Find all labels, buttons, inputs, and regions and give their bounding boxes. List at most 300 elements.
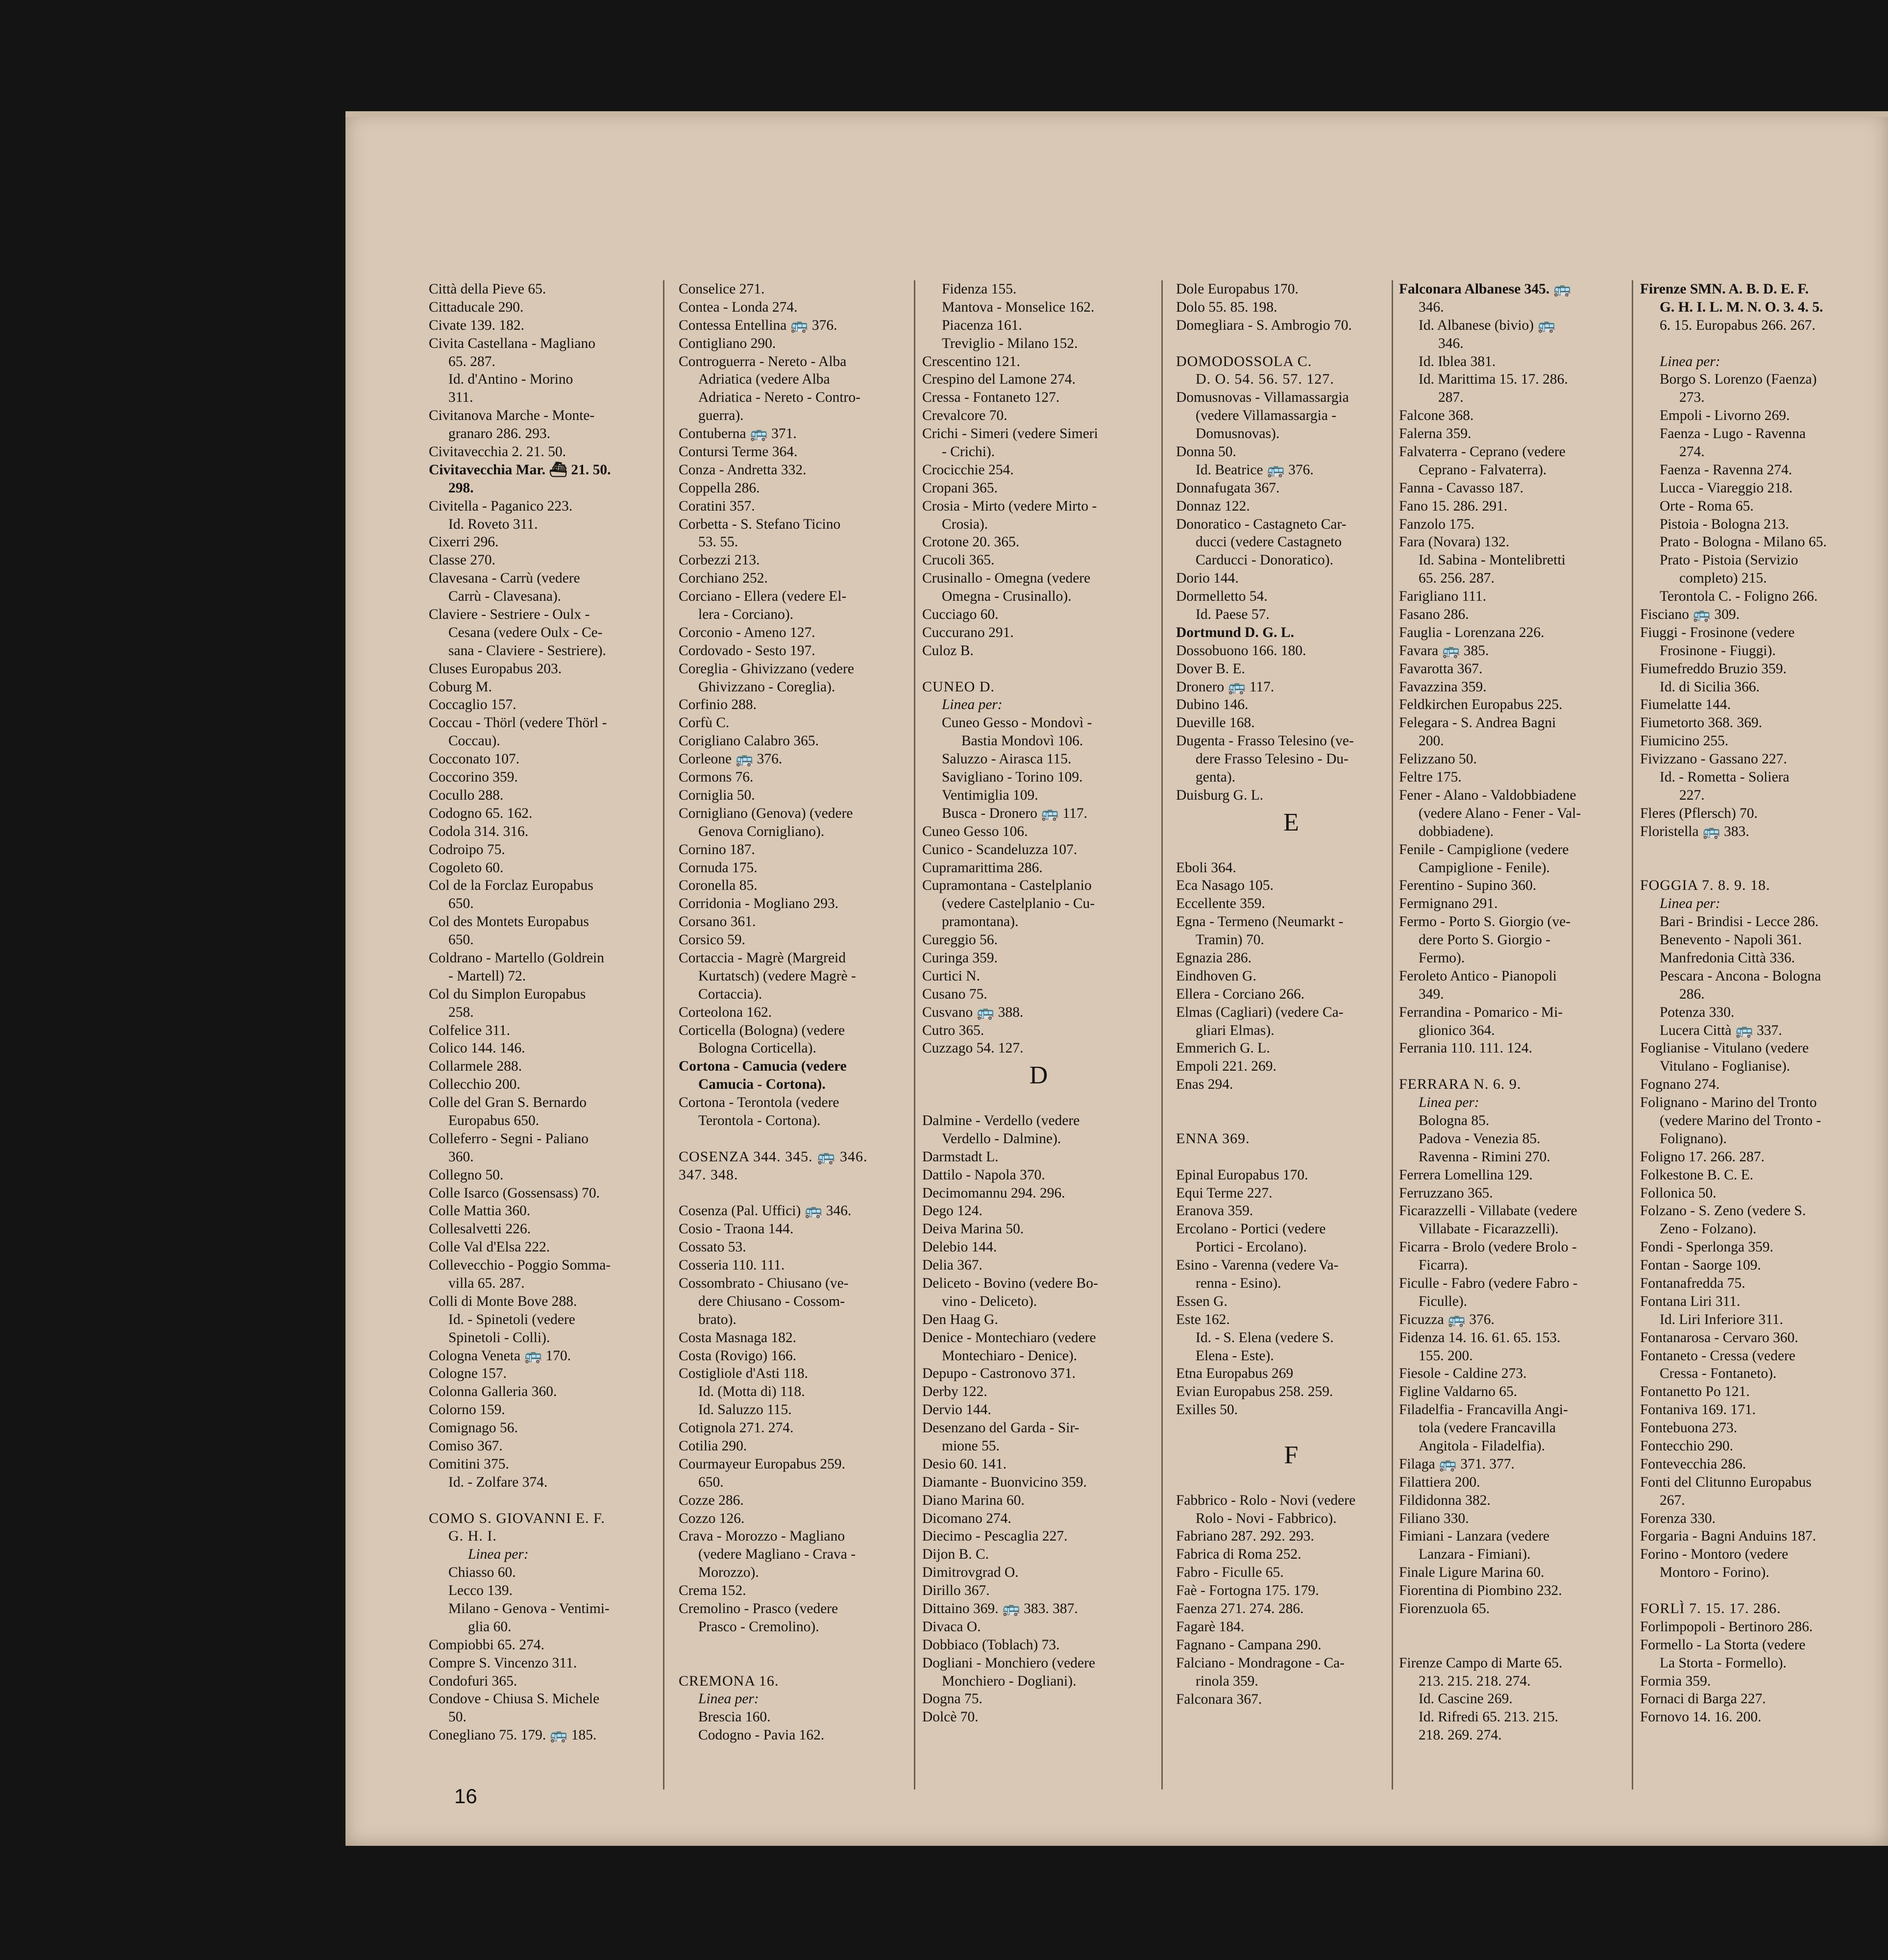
- index-entry: Ficarra).: [1419, 1257, 1468, 1274]
- index-entry: Falconara 367.: [1176, 1691, 1262, 1707]
- index-entry: Farigliano 111.: [1399, 588, 1487, 605]
- spacer: [679, 1184, 909, 1202]
- spacer: [1399, 1618, 1639, 1636]
- index-entry: Fontanetto Po 121.: [1640, 1384, 1750, 1400]
- index-entry: Cordovado - Sesto 197.: [679, 642, 815, 659]
- index-entry: Ferrera Lomellina 129.: [1399, 1167, 1533, 1183]
- index-entry: Elmas (Cagliari) (vedere Ca-: [1176, 1004, 1344, 1020]
- index-entry: tola (vedere Francavilla: [1419, 1420, 1556, 1436]
- index-entry: Crosia - Mirto (vedere Mirto -: [922, 498, 1097, 514]
- index-entry: Diecimo - Pescaglia 227.: [922, 1528, 1068, 1544]
- index-entry: Colle Mattia 360.: [429, 1203, 531, 1219]
- index-entry: Donoratico - Castagneto Car-: [1176, 516, 1347, 532]
- index-entry: Formia 359.: [1640, 1673, 1711, 1689]
- index-entry: Fisciano 🚌 309.: [1640, 607, 1740, 623]
- index-entry: Falcone 368.: [1399, 408, 1474, 424]
- index-entry: Cixerri 296.: [429, 534, 499, 550]
- index-entry: Fiuggi - Frosinone (vedere: [1640, 624, 1795, 640]
- index-entry: Lecco 139.: [448, 1583, 513, 1599]
- index-entry: G. H. I. L. M. N. O. 3. 4. 5.: [1660, 299, 1823, 315]
- index-entry: 6. 15. Europabus 266. 267.: [1660, 317, 1815, 333]
- index-entry: Adriatica - Nereto - Contro-: [698, 390, 860, 406]
- index-entry: Compre S. Vincenzo 311.: [429, 1655, 577, 1671]
- section-letter: F: [1284, 1441, 1299, 1470]
- index-entry: Id. Albanese (bivio) 🚌: [1419, 317, 1556, 333]
- index-entry: Crescentino 121.: [922, 353, 1020, 369]
- index-entry: Civita Castellana - Magliano: [429, 335, 595, 351]
- index-entry: Codola 314. 316.: [429, 823, 529, 839]
- index-entry: Collarmele 288.: [429, 1058, 522, 1075]
- index-column-2: [679, 280, 909, 1802]
- index-entry: Tramin) 70.: [1196, 932, 1264, 948]
- index-entry: Fiorentina di Piombino 232.: [1399, 1583, 1562, 1599]
- index-entry: Coccorino 359.: [429, 769, 518, 785]
- index-page: [345, 111, 1888, 1846]
- index-entry: Camucia - Cortona).: [698, 1077, 826, 1093]
- index-entry: (vedere Alano - Fener - Val-: [1419, 805, 1581, 821]
- column-divider: [1392, 280, 1393, 1789]
- index-entry: 346.: [1419, 299, 1444, 315]
- index-entry: Civitavecchia Mar. ⛴ 21. 50.: [429, 462, 611, 478]
- index-entry: Corticella (Bologna) (vedere: [679, 1022, 845, 1038]
- index-entry: Equi Terme 227.: [1176, 1185, 1273, 1201]
- index-entry: ducci (vedere Castagneto: [1196, 534, 1342, 550]
- index-entry: 274.: [1679, 444, 1705, 460]
- index-entry: Coratini 357.: [679, 498, 755, 514]
- index-entry: Corfinio 288.: [679, 697, 757, 713]
- index-entry: Collegno 50.: [429, 1167, 504, 1183]
- index-entry: Cressa - Fontaneto 127.: [922, 390, 1060, 406]
- index-entry: Domusnovas).: [1196, 426, 1280, 442]
- index-entry: Città della Pieve 65.: [429, 281, 546, 297]
- index-entry: (vedere Magliano - Crava -: [698, 1546, 856, 1563]
- index-entry: Fontecchio 290.: [1640, 1438, 1734, 1454]
- index-entry: Corsano 361.: [679, 914, 756, 930]
- index-entry: Campiglione - Fenile).: [1419, 859, 1550, 876]
- index-entry: Treviglio - Milano 152.: [942, 335, 1078, 351]
- index-entry: 50.: [448, 1709, 466, 1725]
- index-entry: glia 60.: [468, 1618, 512, 1635]
- index-entry: genta).: [1196, 769, 1236, 785]
- index-entry: Col du Simplon Europabus: [429, 986, 586, 1002]
- index-entry: renna - Esino).: [1196, 1275, 1281, 1291]
- index-entry: Crema 152.: [679, 1583, 746, 1599]
- index-entry: Cologna Veneta 🚌 170.: [429, 1348, 571, 1364]
- index-entry: Condove - Chiusa S. Michele: [429, 1691, 600, 1707]
- station-heading: FORLÌ 7. 15. 17. 286.: [1640, 1600, 1781, 1617]
- index-entry: Civate 139. 182.: [429, 317, 525, 333]
- station-heading: CREMONA 16.: [679, 1672, 779, 1689]
- index-entry: Esino - Varenna (vedere Va-: [1176, 1257, 1339, 1274]
- index-entry: Dortmund D. G. L.: [1176, 624, 1294, 640]
- spacer: [1176, 1148, 1406, 1166]
- index-entry: Civitella - Paganico 223.: [429, 498, 573, 514]
- column-divider: [914, 280, 915, 1789]
- spacer: [1176, 1112, 1406, 1130]
- index-entry: Fontanarosa - Cervaro 360.: [1640, 1329, 1798, 1346]
- index-entry: Fiumicino 255.: [1640, 733, 1729, 749]
- spacer: [1176, 1419, 1406, 1437]
- index-entry: Crespino del Lamone 274.: [922, 371, 1076, 388]
- spacer: [1176, 1473, 1406, 1492]
- index-entry: Codogno - Pavia 162.: [698, 1727, 825, 1743]
- index-entry: Cornino 187.: [679, 841, 755, 858]
- station-heading: FERRARA N. 6. 9.: [1399, 1076, 1521, 1093]
- index-entry: Crichi - Simeri (vedere Simeri: [922, 426, 1098, 442]
- index-entry: Courmayeur Europabus 259.: [679, 1456, 845, 1472]
- index-entry: Zeno - Folzano).: [1660, 1221, 1757, 1237]
- index-entry: Civitavecchia 2. 21. 50.: [429, 444, 566, 460]
- index-entry: Faè - Fortogna 175. 179.: [1176, 1583, 1319, 1599]
- index-entry: Mantova - Monselice 162.: [942, 299, 1095, 315]
- index-entry: Fermo - Porto S. Giorgio (ve-: [1399, 914, 1571, 930]
- index-entry: Brescia 160.: [698, 1709, 771, 1725]
- index-entry: Favarotta 367.: [1399, 661, 1483, 677]
- index-entry: Fidenza 155.: [942, 281, 1017, 297]
- index-entry: Corleone 🚌 376.: [679, 751, 783, 767]
- index-entry: Colico 144. 146.: [429, 1040, 525, 1056]
- index-entry: Coccau - Thörl (vedere Thörl -: [429, 715, 607, 731]
- index-entry: 287.: [1438, 390, 1464, 406]
- index-entry: completo) 215.: [1679, 570, 1767, 587]
- index-entry: Fildidonna 382.: [1399, 1492, 1491, 1508]
- index-entry: Culoz B.: [922, 642, 974, 659]
- station-heading: COSENZA 344. 345. 🚌 346.: [679, 1148, 868, 1165]
- index-entry: Costigliole d'Asti 118.: [679, 1366, 809, 1382]
- index-entry: guerra).: [698, 408, 744, 424]
- index-entry: 155. 200.: [1419, 1348, 1473, 1364]
- index-entry: Compiobbi 65. 274.: [429, 1637, 545, 1653]
- index-entry: Col de la Forclaz Europabus: [429, 878, 593, 894]
- index-entry: Lucca - Viareggio 218.: [1660, 480, 1793, 496]
- index-entry: Ficulle - Fabro (vedere Fabro -: [1399, 1275, 1578, 1291]
- index-entry: Comiso 367.: [429, 1438, 503, 1454]
- index-entry: Colorno 159.: [429, 1402, 505, 1418]
- index-entry: Fagnano - Campana 290.: [1176, 1637, 1322, 1653]
- index-entry: Elena - Este).: [1196, 1348, 1274, 1364]
- index-entry: Crevalcore 70.: [922, 408, 1007, 424]
- index-entry: 650.: [448, 896, 474, 912]
- spacer: [1176, 335, 1406, 353]
- index-entry: Costa Masnaga 182.: [679, 1329, 797, 1346]
- index-column-5: [1399, 280, 1639, 1802]
- index-entry: Falciano - Mondragone - Ca-: [1176, 1655, 1345, 1671]
- index-entry: Dueville 168.: [1176, 715, 1255, 731]
- index-entry: Corridonia - Mogliano 293.: [679, 896, 839, 912]
- index-entry: glionico 364.: [1419, 1022, 1495, 1038]
- index-entry: Cortona - Terontola (vedere: [679, 1095, 839, 1111]
- index-entry: Id. d'Antino - Morino: [448, 371, 573, 388]
- index-entry: Denice - Montechiaro (vedere: [922, 1329, 1096, 1346]
- index-entry: Fontebuona 273.: [1640, 1420, 1738, 1436]
- index-entry: Portici - Ercolano).: [1196, 1239, 1307, 1255]
- index-entry: Coppella 286.: [679, 480, 760, 496]
- index-entry: Filattiera 200.: [1399, 1474, 1480, 1490]
- index-entry: Feroleto Antico - Pianopoli: [1399, 968, 1557, 984]
- index-entry: (vedere Castelplanio - Cu-: [942, 896, 1095, 912]
- index-entry: Fabriano 287. 292. 293.: [1176, 1528, 1314, 1544]
- index-entry: 273.: [1679, 390, 1705, 406]
- index-entry: Filadelfia - Francavilla Angi-: [1399, 1402, 1568, 1418]
- station-heading: DOMODOSSOLA C.: [1176, 353, 1312, 369]
- index-entry: Cortaccia - Magrè (Margreid: [679, 950, 846, 966]
- index-entry: 53. 55.: [698, 534, 738, 550]
- index-entry: Colfelice 311.: [429, 1022, 511, 1038]
- index-entry: Cunico - Scandeluzza 107.: [922, 841, 1078, 858]
- index-entry: Dover B. E.: [1176, 661, 1245, 677]
- index-entry: 65. 287.: [448, 353, 495, 369]
- index-entry: Favazzina 359.: [1399, 679, 1487, 695]
- index-entry: Deliceto - Bovino (vedere Bo-: [922, 1275, 1098, 1291]
- index-entry: dere Chiusano - Cossom-: [698, 1293, 845, 1309]
- index-entry: Cuccurano 291.: [922, 624, 1014, 640]
- index-entry: Lanzara - Fimiani).: [1419, 1546, 1531, 1563]
- index-entry: Foglianise - Vitulano (vedere: [1640, 1040, 1809, 1056]
- index-entry: Busca - Dronero 🚌 117.: [942, 805, 1087, 821]
- index-entry: Filaga 🚌 371. 377.: [1399, 1456, 1515, 1472]
- index-entry: Firenze SMN. A. B. D. E. F.: [1640, 281, 1809, 297]
- index-entry: Fermignano 291.: [1399, 896, 1498, 912]
- index-entry: Rolo - Novi - Fabbrico).: [1196, 1510, 1337, 1526]
- index-entry: Pescara - Ancona - Bologna: [1660, 968, 1821, 984]
- index-entry: Frosinone - Fiuggi).: [1660, 642, 1776, 659]
- index-entry: Domegliara - S. Ambrogio 70.: [1176, 317, 1352, 333]
- index-entry: Domusnovas - Villamassargia: [1176, 390, 1349, 406]
- index-entry: Verdello - Dalmine).: [942, 1130, 1061, 1147]
- index-entry: Id. - S. Elena (vedere S.: [1196, 1329, 1334, 1346]
- index-entry: Exilles 50.: [1176, 1402, 1238, 1418]
- index-entry: Dogliani - Monchiero (vedere: [922, 1655, 1096, 1671]
- index-entry: Dolcè 70.: [922, 1709, 979, 1725]
- index-entry: Dimitrovgrad O.: [922, 1565, 1019, 1581]
- index-entry: Coreglia - Ghivizzano (vedere: [679, 661, 854, 677]
- index-entry: Colle Val d'Elsa 222.: [429, 1239, 550, 1255]
- index-entry: Cureggio 56.: [922, 932, 998, 948]
- index-entry: Faenza - Ravenna 274.: [1660, 462, 1792, 478]
- index-entry: Cotilia 290.: [679, 1438, 747, 1454]
- index-entry: Fontevecchia 286.: [1640, 1456, 1746, 1472]
- index-entry: Costa (Rovigo) 166.: [679, 1348, 797, 1364]
- index-entry: Cesana (vedere Oulx - Ce-: [448, 624, 603, 640]
- index-entry: Dole Europabus 170.: [1176, 281, 1299, 297]
- index-entry: Ficulle).: [1419, 1293, 1468, 1309]
- index-entry: Ferrania 110. 111. 124.: [1399, 1040, 1532, 1056]
- index-entry: Id. - Rometta - Soliera: [1660, 769, 1790, 785]
- index-entry: Deiva Marina 50.: [922, 1221, 1024, 1237]
- index-entry: Pistoia - Bologna 213.: [1660, 516, 1789, 532]
- index-entry: Fimiani - Lanzara (vedere: [1399, 1528, 1550, 1544]
- index-entry: Falconara Albanese 345. 🚌: [1399, 281, 1571, 297]
- index-entry: Darmstadt L.: [922, 1149, 999, 1165]
- index-entry: Claviere - Sestriere - Oulx -: [429, 607, 590, 623]
- index-entry: Egnazia 286.: [1176, 950, 1251, 966]
- index-entry: Forlimpopoli - Bertinoro 286.: [1640, 1618, 1813, 1635]
- index-entry: Coccau).: [448, 733, 500, 749]
- index-entry: Dorio 144.: [1176, 570, 1239, 587]
- index-entry: Donnaz 122.: [1176, 498, 1250, 514]
- page-number: 16: [454, 1785, 477, 1808]
- index-entry: 286.: [1679, 986, 1705, 1002]
- spacer: [922, 1094, 1155, 1112]
- index-entry: Linea per:: [698, 1691, 759, 1707]
- spacer: [1640, 859, 1880, 877]
- index-entry: Bari - Brindisi - Lecce 286.: [1660, 914, 1819, 930]
- index-entry: gliari Elmas).: [1196, 1022, 1275, 1038]
- spacer: [679, 1654, 909, 1672]
- index-entry: Contessa Entellina 🚌 376.: [679, 317, 837, 333]
- index-entry: Prato - Bologna - Milano 65.: [1660, 534, 1827, 550]
- index-entry: Desenzano del Garda - Sir-: [922, 1420, 1079, 1436]
- index-entry: Cocullo 288.: [429, 787, 504, 803]
- index-entry: Cusano 75.: [922, 986, 987, 1002]
- index-entry: Felizzano 50.: [1399, 751, 1477, 767]
- index-entry: Ficarra - Brolo (vedere Brolo -: [1399, 1239, 1577, 1255]
- index-entry: Corigliano Calabro 365.: [679, 733, 819, 749]
- index-entry: Figline Valdarno 65.: [1399, 1384, 1518, 1400]
- index-column-6: [1640, 280, 1880, 1802]
- index-entry: Linea per:: [1660, 896, 1720, 912]
- index-entry: Corfù C.: [679, 715, 730, 731]
- index-entry: Derby 122.: [922, 1384, 987, 1400]
- index-entry: Cozzo 126.: [679, 1510, 745, 1526]
- index-entry: Cuneo Gesso 106.: [922, 823, 1028, 839]
- index-entry: Delebio 144.: [922, 1239, 997, 1255]
- spacer: [1399, 1636, 1639, 1654]
- index-entry: Fermo).: [1419, 950, 1465, 966]
- index-entry: Falvaterra - Ceprano (vedere: [1399, 444, 1566, 460]
- index-entry: Cornigliano (Genova) (vedere: [679, 805, 853, 821]
- index-entry: Eindhoven G.: [1176, 968, 1256, 984]
- index-entry: Padova - Venezia 85.: [1419, 1130, 1541, 1147]
- index-entry: Forino - Montoro (vedere: [1640, 1546, 1789, 1563]
- index-entry: Foligno 17. 266. 287.: [1640, 1149, 1765, 1165]
- index-entry: Fara (Novara) 132.: [1399, 534, 1510, 550]
- index-entry: Genova Cornigliano).: [698, 823, 825, 839]
- spacer: [679, 1130, 909, 1148]
- index-entry: granaro 286. 293.: [448, 426, 551, 442]
- index-entry: Fontaniva 169. 171.: [1640, 1402, 1756, 1418]
- index-entry: Id. Beatrice 🚌 376.: [1196, 462, 1314, 478]
- index-entry: Id. Rifredi 65. 213. 215.: [1419, 1709, 1559, 1725]
- index-entry: Cluses Europabus 203.: [429, 661, 562, 677]
- section-letter: E: [1283, 808, 1299, 836]
- index-entry: Fauglia - Lorenzana 226.: [1399, 624, 1545, 640]
- index-entry: 311.: [448, 390, 473, 406]
- index-entry: sana - Claviere - Sestriere).: [448, 642, 606, 659]
- index-entry: Feltre 175.: [1399, 769, 1462, 785]
- index-entry: Eranova 359.: [1176, 1203, 1253, 1219]
- index-entry: (vedere Villamassargia -: [1196, 408, 1337, 424]
- index-entry: Fiumefreddo Bruzio 359.: [1640, 661, 1787, 677]
- index-entry: Orte - Roma 65.: [1660, 498, 1754, 514]
- index-entry: 349.: [1419, 986, 1444, 1002]
- index-entry: Corteolona 162.: [679, 1004, 772, 1020]
- index-entry: Ghivizzano - Coreglia).: [698, 679, 835, 695]
- index-entry: Clavesana - Carrù (vedere: [429, 570, 580, 587]
- index-entry: Prasco - Cremolino).: [698, 1618, 819, 1635]
- index-entry: dere Porto S. Giorgio -: [1419, 932, 1551, 948]
- index-entry: Colli di Monte Bove 288.: [429, 1293, 577, 1309]
- index-entry: Diano Marina 60.: [922, 1492, 1025, 1508]
- index-entry: Bologna Corticella).: [698, 1040, 816, 1056]
- index-entry: Dormelletto 54.: [1176, 588, 1268, 605]
- index-entry: Cortona - Camucia (vedere: [679, 1058, 847, 1075]
- index-entry: Saluzzo - Airasca 115.: [942, 751, 1072, 767]
- index-entry: Angitola - Filadelfia).: [1419, 1438, 1545, 1454]
- index-entry: Cocconato 107.: [429, 751, 520, 767]
- section-letter: D: [1029, 1061, 1048, 1090]
- index-entry: Corchiano 252.: [679, 570, 768, 587]
- index-entry: Donnafugata 367.: [1176, 480, 1280, 496]
- index-entry: Condofuri 365.: [429, 1673, 517, 1689]
- index-entry: Corbezzi 213.: [679, 552, 760, 568]
- index-entry: lera - Corciano).: [698, 607, 794, 623]
- station-heading: G. H. I.: [448, 1528, 497, 1544]
- index-entry: Fanna - Cavasso 187.: [1399, 480, 1523, 496]
- index-entry: Piacenza 161.: [942, 317, 1022, 333]
- index-entry: Fivizzano - Gassano 227.: [1640, 751, 1787, 767]
- station-heading: FOGGIA 7. 8. 9. 18.: [1640, 877, 1770, 894]
- index-entry: Classe 270.: [429, 552, 496, 568]
- index-entry: Id. - Spinetoli (vedere: [448, 1311, 575, 1327]
- index-entry: Evian Europabus 258. 259.: [1176, 1384, 1333, 1400]
- index-entry: Den Haag G.: [922, 1311, 998, 1327]
- index-entry: Corsico 59.: [679, 932, 746, 948]
- index-entry: Fidenza 14. 16. 61. 65. 153.: [1399, 1329, 1561, 1346]
- index-entry: Formello - La Storta (vedere: [1640, 1637, 1806, 1653]
- index-entry: Ravenna - Rimini 270.: [1419, 1149, 1550, 1165]
- index-entry: Contuberna 🚌 371.: [679, 426, 797, 442]
- index-entry: dere Frasso Telesino - Du-: [1196, 751, 1349, 767]
- index-entry: Fiesole - Caldine 273.: [1399, 1366, 1527, 1382]
- index-entry: Fiorenzuola 65.: [1399, 1601, 1490, 1617]
- index-entry: Coronella 85.: [679, 878, 758, 894]
- index-entry: Crocicchie 254.: [922, 462, 1014, 478]
- index-entry: Falerna 359.: [1399, 426, 1471, 442]
- index-entry: Linea per:: [942, 697, 1003, 713]
- index-entry: Egna - Termeno (Neumarkt -: [1176, 914, 1344, 930]
- index-entry: Este 162.: [1176, 1311, 1230, 1327]
- index-entry: Controguerra - Nereto - Alba: [679, 353, 847, 369]
- index-entry: Codogno 65. 162.: [429, 805, 533, 821]
- index-entry: 650.: [448, 932, 474, 948]
- index-entry: Firenze Campo di Marte 65.: [1399, 1655, 1563, 1671]
- index-entry: Codroipo 75.: [429, 841, 505, 858]
- index-entry: Monchiero - Dogliani).: [942, 1673, 1077, 1689]
- index-entry: Conegliano 75. 179. 🚌 185.: [429, 1727, 597, 1743]
- index-entry: Lucera Città 🚌 337.: [1660, 1022, 1782, 1038]
- index-entry: Carducci - Donoratico).: [1196, 552, 1333, 568]
- index-entry: Colleferro - Segni - Paliano: [429, 1130, 589, 1147]
- column-divider: [663, 280, 664, 1789]
- index-entry: Fornaci di Barga 227.: [1640, 1691, 1766, 1707]
- index-entry: Dalmine - Verdello (vedere: [922, 1112, 1080, 1128]
- index-entry: Floristella 🚌 383.: [1640, 823, 1749, 839]
- index-entry: Fabbrico - Rolo - Novi (vedere: [1176, 1492, 1356, 1508]
- index-entry: 65. 256. 287.: [1419, 570, 1495, 587]
- index-entry: Fiumelatte 144.: [1640, 697, 1731, 713]
- index-entry: Fondi - Sperlonga 359.: [1640, 1239, 1774, 1255]
- index-entry: Crucoli 365.: [922, 552, 995, 568]
- index-entry: Cosseria 110. 111.: [679, 1257, 785, 1274]
- index-entry: Dossobuono 166. 180.: [1176, 642, 1306, 659]
- index-entry: Dego 124.: [922, 1203, 982, 1219]
- index-entry: Felegara - S. Andrea Bagni: [1399, 715, 1556, 731]
- index-entry: Cosenza (Pal. Uffici) 🚌 346.: [679, 1203, 852, 1219]
- index-entry: Manfredonia Città 336.: [1660, 950, 1795, 966]
- index-entry: Cozze 286.: [679, 1492, 744, 1508]
- index-entry: Col des Montets Europabus: [429, 914, 589, 930]
